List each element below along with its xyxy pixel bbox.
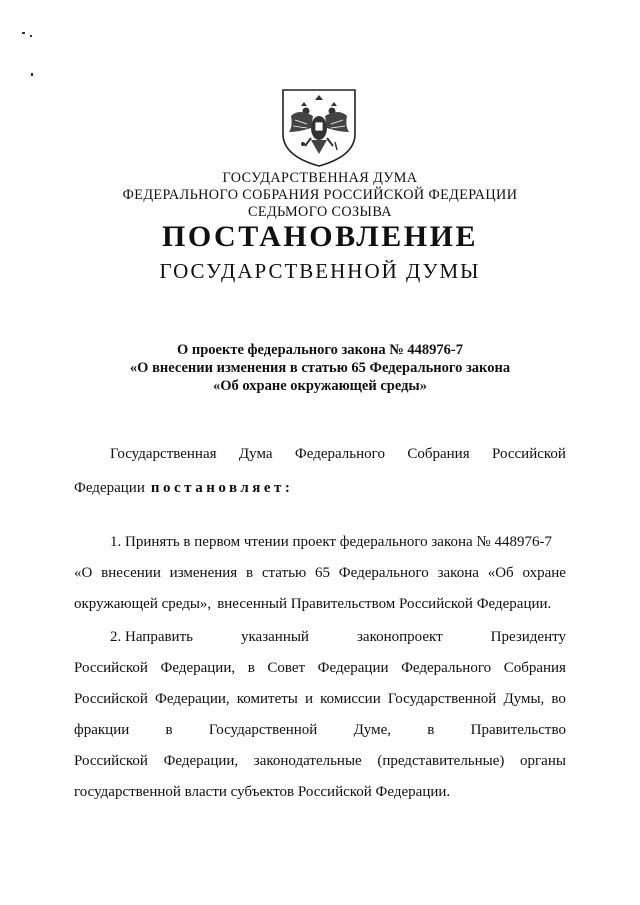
line-word: «Об — [487, 565, 514, 581]
document-title: ПОСТАНОВЛЕНИЕ — [162, 220, 478, 253]
line-word: охране — [522, 565, 566, 581]
justified-line — [74, 782, 566, 802]
line-word: Российской — [74, 691, 148, 707]
line-word: закона — [437, 565, 479, 581]
line-word: окружающей среды», — [74, 596, 212, 612]
line-word: Российской — [74, 753, 148, 769]
line-word: государственной власти субъектов Российской Федерации. — [74, 784, 451, 800]
line-word: Федерального — [338, 565, 429, 581]
line-word: в — [165, 722, 173, 738]
justified-line — [74, 751, 566, 771]
line-word: Российской — [74, 660, 148, 676]
line-word: Федерации, — [160, 660, 236, 676]
header-line: ГОСУДАРСТВЕННАЯ ДУМА — [222, 170, 418, 186]
scan-speck — [22, 32, 25, 34]
justified-line — [74, 658, 566, 678]
line-word: в — [246, 565, 254, 581]
state-emblem-icon — [275, 86, 363, 170]
header-line: ФЕДЕРАЛЬНОГО СОБРАНИЯ РОССИЙСКОЙ ФЕДЕРАЦИИ — [122, 187, 518, 203]
caption-line: О проекте федерального закона № 448976-7 — [176, 342, 464, 358]
resolution-item-2 — [74, 627, 566, 802]
justified-line — [74, 444, 566, 464]
justified-line — [74, 563, 566, 583]
line-word: 65 — [314, 565, 330, 581]
line-word: в — [247, 660, 255, 676]
justified-line — [74, 594, 566, 614]
line-word: Государственной — [387, 691, 497, 707]
line-word: внесении — [101, 565, 161, 581]
line-word: 2. Направить — [110, 629, 193, 645]
line-word: указанный — [241, 629, 309, 645]
justified-line — [74, 627, 566, 647]
scan-speck — [30, 35, 32, 37]
line-word: внесенный Правительством Российской Федерации. — [217, 596, 552, 612]
line-word: статью — [261, 565, 307, 581]
line-word: изменения — [169, 565, 238, 581]
line-word: Российской — [492, 446, 566, 462]
line-word: Федерации, — [155, 691, 230, 707]
preamble-paragraph-cont — [74, 478, 566, 498]
draft-law-caption — [0, 341, 640, 395]
line-word: Собрания — [503, 660, 566, 676]
line-word: законодательные — [253, 753, 362, 769]
decree-keyword: постановляет: — [150, 480, 294, 496]
line-word: Федерального — [294, 446, 385, 462]
justified-line — [74, 689, 566, 709]
line-word: Государственной — [208, 722, 318, 738]
justified-line — [74, 532, 566, 552]
line-word: Собрания — [407, 446, 470, 462]
line-word: Думы, — [503, 691, 545, 707]
line-word: комитеты — [236, 691, 298, 707]
caption-line: «Об охране окружающей среды» — [213, 378, 427, 394]
issuer-header — [0, 170, 640, 221]
line-word: и — [304, 691, 313, 707]
line-word: фракции — [74, 722, 130, 738]
line-word: Дума — [238, 446, 273, 462]
justified-line — [74, 478, 566, 498]
scan-speck — [31, 73, 33, 76]
line-word: Федерации — [317, 660, 389, 676]
line-word: Государственная — [110, 446, 217, 462]
resolution-item-1 — [74, 532, 566, 614]
line-word: «О — [74, 565, 93, 581]
line-word: комиссии — [320, 691, 381, 707]
caption-line: «О внесении изменения в статью 65 Федерального закона — [129, 360, 511, 376]
line-word: органы — [520, 753, 566, 769]
line-word: законопроект — [356, 629, 443, 645]
justified-line — [74, 720, 566, 740]
line-word: Президенту — [490, 629, 566, 645]
line-word: 1. Принять в первом чтении проект федерального закона № 448976-7 — [110, 534, 552, 550]
line-word: в — [427, 722, 435, 738]
preamble-paragraph — [74, 444, 566, 464]
document-subtitle: ГОСУДАРСТВЕННОЙ ДУМЫ — [159, 259, 481, 283]
header-line: СЕДЬМОГО СОЗЫВА — [248, 204, 392, 220]
line-word: во — [551, 691, 566, 707]
line-word: Совет — [267, 660, 306, 676]
line-word: Федерации, — [163, 753, 239, 769]
preamble-text: Федерации — [74, 480, 145, 496]
line-word: (представительные) — [377, 753, 505, 769]
line-word: Федерального — [401, 660, 492, 676]
line-word: Правительство — [470, 722, 566, 738]
line-word: Думе, — [353, 722, 392, 738]
